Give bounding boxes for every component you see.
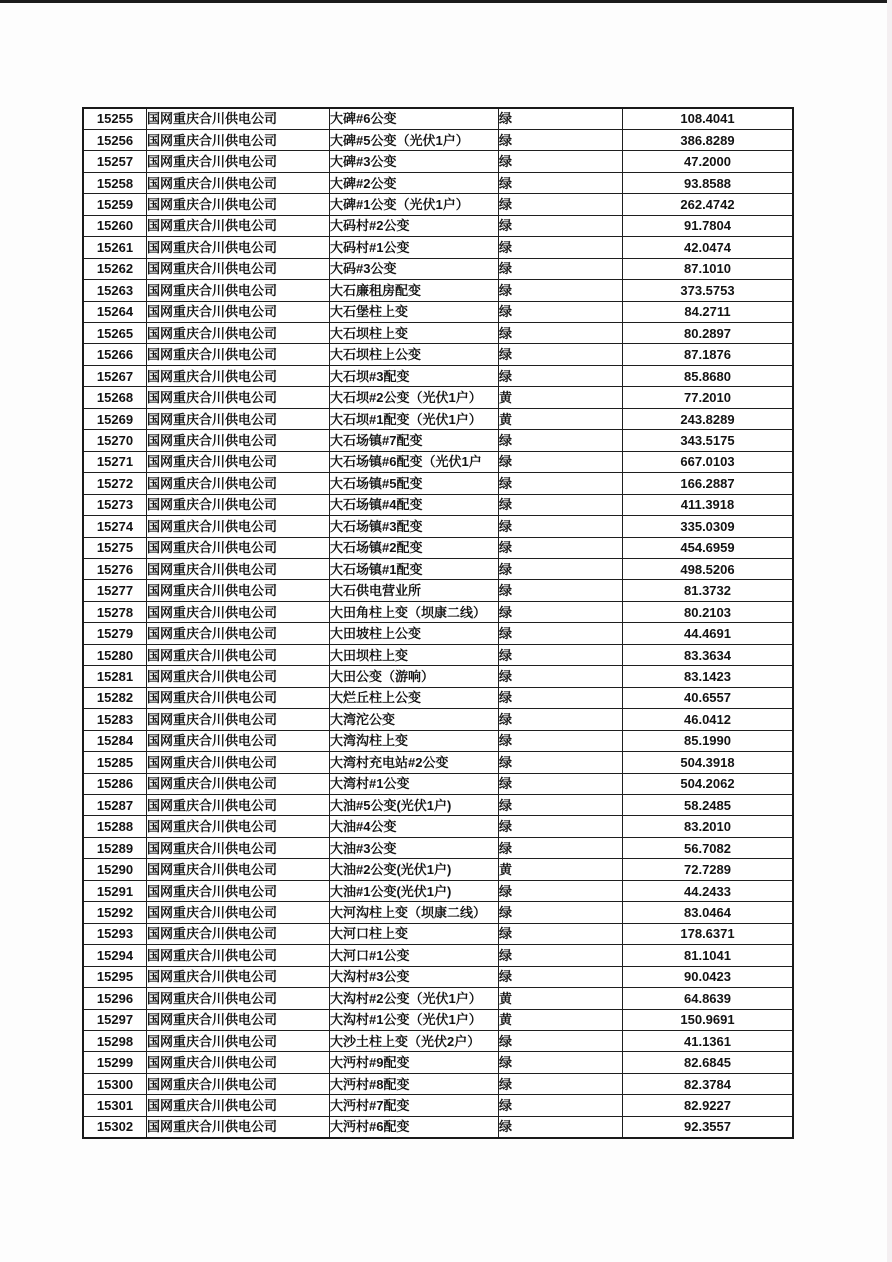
- value-cell: 56.7082: [623, 837, 794, 858]
- equipment-cell: 大油#2公变(光伏1户): [330, 859, 499, 880]
- table-row: [83, 108, 793, 129]
- row-id-cell: 15255: [83, 108, 147, 129]
- value-cell: 667.0103: [623, 451, 794, 472]
- equipment-cell: 大沙土柱上变（光伏2户）: [330, 1030, 499, 1051]
- value-cell: 91.7804: [623, 215, 794, 236]
- table-row: [83, 280, 793, 301]
- status-cell: 绿: [499, 301, 623, 322]
- status-cell: 绿: [499, 687, 623, 708]
- row-id-cell: 15283: [83, 709, 147, 730]
- company-cell: 国网重庆合川供电公司: [147, 580, 330, 601]
- row-id-cell: 15299: [83, 1052, 147, 1073]
- table-row: [83, 1009, 793, 1030]
- status-cell: 绿: [499, 516, 623, 537]
- status-cell: 绿: [499, 923, 623, 944]
- equipment-cell: 大石场镇#4配变: [330, 494, 499, 515]
- value-cell: 92.3557: [623, 1116, 794, 1137]
- value-cell: 82.6845: [623, 1052, 794, 1073]
- status-cell: 绿: [499, 666, 623, 687]
- value-cell: 81.3732: [623, 580, 794, 601]
- value-cell: 85.8680: [623, 365, 794, 386]
- value-cell: 72.7289: [623, 859, 794, 880]
- table-row: [83, 129, 793, 150]
- status-cell: 绿: [499, 344, 623, 365]
- equipment-cell: 大沔村#8配变: [330, 1073, 499, 1094]
- status-cell: 绿: [499, 215, 623, 236]
- company-cell: 国网重庆合川供电公司: [147, 601, 330, 622]
- company-cell: 国网重庆合川供电公司: [147, 516, 330, 537]
- status-cell: 绿: [499, 816, 623, 837]
- row-id-cell: 15295: [83, 966, 147, 987]
- table-row: [83, 1073, 793, 1094]
- company-cell: 国网重庆合川供电公司: [147, 709, 330, 730]
- status-cell: 绿: [499, 752, 623, 773]
- equipment-cell: 大湾沱公变: [330, 709, 499, 730]
- row-id-cell: 15281: [83, 666, 147, 687]
- value-cell: 386.8289: [623, 129, 794, 150]
- equipment-cell: 大河沟柱上变（坝康二线）: [330, 902, 499, 923]
- status-cell: 绿: [499, 172, 623, 193]
- status-cell: 绿: [499, 644, 623, 665]
- power-supply-table: [82, 107, 794, 1139]
- value-cell: 83.1423: [623, 666, 794, 687]
- table-row: [83, 172, 793, 193]
- status-cell: 绿: [499, 966, 623, 987]
- company-cell: 国网重庆合川供电公司: [147, 215, 330, 236]
- table-row: [83, 580, 793, 601]
- company-cell: 国网重庆合川供电公司: [147, 666, 330, 687]
- status-cell: 绿: [499, 773, 623, 794]
- table-row: [83, 473, 793, 494]
- row-id-cell: 15274: [83, 516, 147, 537]
- value-cell: 46.0412: [623, 709, 794, 730]
- row-id-cell: 15289: [83, 837, 147, 858]
- company-cell: 国网重庆合川供电公司: [147, 752, 330, 773]
- status-cell: 绿: [499, 1052, 623, 1073]
- status-cell: 黄: [499, 1009, 623, 1030]
- table-row: [83, 151, 793, 172]
- company-cell: 国网重庆合川供电公司: [147, 194, 330, 215]
- status-cell: 绿: [499, 623, 623, 644]
- row-id-cell: 15288: [83, 816, 147, 837]
- row-id-cell: 15294: [83, 945, 147, 966]
- row-id-cell: 15275: [83, 537, 147, 558]
- equipment-cell: 大码#3公变: [330, 258, 499, 279]
- row-id-cell: 15302: [83, 1116, 147, 1137]
- status-cell: 绿: [499, 323, 623, 344]
- status-cell: 黄: [499, 988, 623, 1009]
- table-row: [83, 1095, 793, 1116]
- company-cell: 国网重庆合川供电公司: [147, 880, 330, 901]
- table-row: [83, 837, 793, 858]
- value-cell: 83.0464: [623, 902, 794, 923]
- row-id-cell: 15280: [83, 644, 147, 665]
- equipment-cell: 大石坝柱上公变: [330, 344, 499, 365]
- status-cell: 绿: [499, 559, 623, 580]
- company-cell: 国网重庆合川供电公司: [147, 301, 330, 322]
- status-cell: 绿: [499, 880, 623, 901]
- table-row: [83, 323, 793, 344]
- table-row: [83, 988, 793, 1009]
- table-row: [83, 709, 793, 730]
- table-row: [83, 237, 793, 258]
- status-cell: 绿: [499, 151, 623, 172]
- status-cell: 绿: [499, 365, 623, 386]
- equipment-cell: 大石场镇#2配变: [330, 537, 499, 558]
- equipment-cell: 大石场镇#5配变: [330, 473, 499, 494]
- row-id-cell: 15291: [83, 880, 147, 901]
- equipment-cell: 大油#3公变: [330, 837, 499, 858]
- company-cell: 国网重庆合川供电公司: [147, 408, 330, 429]
- table-row: [83, 902, 793, 923]
- company-cell: 国网重庆合川供电公司: [147, 537, 330, 558]
- row-id-cell: 15266: [83, 344, 147, 365]
- company-cell: 国网重庆合川供电公司: [147, 1116, 330, 1137]
- table-row: [83, 408, 793, 429]
- value-cell: 343.5175: [623, 430, 794, 451]
- status-cell: 绿: [499, 795, 623, 816]
- company-cell: 国网重庆合川供电公司: [147, 323, 330, 344]
- row-id-cell: 15286: [83, 773, 147, 794]
- equipment-cell: 大油#4公变: [330, 816, 499, 837]
- equipment-cell: 大沔村#6配变: [330, 1116, 499, 1137]
- row-id-cell: 15293: [83, 923, 147, 944]
- table-row: [83, 666, 793, 687]
- equipment-cell: 大沔村#7配变: [330, 1095, 499, 1116]
- table-row: [83, 623, 793, 644]
- row-id-cell: 15259: [83, 194, 147, 215]
- row-id-cell: 15256: [83, 129, 147, 150]
- table-row: [83, 215, 793, 236]
- row-id-cell: 15287: [83, 795, 147, 816]
- row-id-cell: 15296: [83, 988, 147, 1009]
- company-cell: 国网重庆合川供电公司: [147, 837, 330, 858]
- table-row: [83, 365, 793, 386]
- row-id-cell: 15273: [83, 494, 147, 515]
- company-cell: 国网重庆合川供电公司: [147, 902, 330, 923]
- status-cell: 绿: [499, 945, 623, 966]
- equipment-cell: 大石坝柱上变: [330, 323, 499, 344]
- equipment-cell: 大碑#2公变: [330, 172, 499, 193]
- company-cell: 国网重庆合川供电公司: [147, 237, 330, 258]
- row-id-cell: 15279: [83, 623, 147, 644]
- equipment-cell: 大油#5公变(光伏1户): [330, 795, 499, 816]
- status-cell: 绿: [499, 129, 623, 150]
- value-cell: 40.6557: [623, 687, 794, 708]
- row-id-cell: 15301: [83, 1095, 147, 1116]
- value-cell: 411.3918: [623, 494, 794, 515]
- value-cell: 47.2000: [623, 151, 794, 172]
- company-cell: 国网重庆合川供电公司: [147, 730, 330, 751]
- equipment-cell: 大碑#1公变（光伏1户）: [330, 194, 499, 215]
- value-cell: 84.2711: [623, 301, 794, 322]
- table-row: [83, 644, 793, 665]
- company-cell: 国网重庆合川供电公司: [147, 1052, 330, 1073]
- status-cell: 黄: [499, 859, 623, 880]
- table-row: [83, 601, 793, 622]
- value-cell: 81.1041: [623, 945, 794, 966]
- company-cell: 国网重庆合川供电公司: [147, 945, 330, 966]
- company-cell: 国网重庆合川供电公司: [147, 129, 330, 150]
- table-row: [83, 494, 793, 515]
- company-cell: 国网重庆合川供电公司: [147, 451, 330, 472]
- table-row: [83, 1030, 793, 1051]
- table-row: [83, 687, 793, 708]
- value-cell: 504.2062: [623, 773, 794, 794]
- equipment-cell: 大湾村#1公变: [330, 773, 499, 794]
- value-cell: 93.8588: [623, 172, 794, 193]
- company-cell: 国网重庆合川供电公司: [147, 494, 330, 515]
- equipment-cell: 大沔村#9配变: [330, 1052, 499, 1073]
- equipment-cell: 大河口柱上变: [330, 923, 499, 944]
- table-row: [83, 945, 793, 966]
- row-id-cell: 15297: [83, 1009, 147, 1030]
- company-cell: 国网重庆合川供电公司: [147, 387, 330, 408]
- table-row: [83, 859, 793, 880]
- value-cell: 454.6959: [623, 537, 794, 558]
- status-cell: 绿: [499, 902, 623, 923]
- value-cell: 108.4041: [623, 108, 794, 129]
- status-cell: 绿: [499, 1116, 623, 1137]
- equipment-cell: 大石场镇#7配变: [330, 430, 499, 451]
- value-cell: 64.8639: [623, 988, 794, 1009]
- status-cell: 绿: [499, 730, 623, 751]
- equipment-cell: 大碑#5公变（光伏1户）: [330, 129, 499, 150]
- table-row: [83, 730, 793, 751]
- row-id-cell: 15290: [83, 859, 147, 880]
- table-row: [83, 923, 793, 944]
- company-cell: 国网重庆合川供电公司: [147, 988, 330, 1009]
- status-cell: 绿: [499, 709, 623, 730]
- row-id-cell: 15276: [83, 559, 147, 580]
- equipment-cell: 大石堡柱上变: [330, 301, 499, 322]
- value-cell: 77.2010: [623, 387, 794, 408]
- company-cell: 国网重庆合川供电公司: [147, 365, 330, 386]
- table-row: [83, 258, 793, 279]
- equipment-cell: 大沟村#3公变: [330, 966, 499, 987]
- equipment-cell: 大石廉租房配变: [330, 280, 499, 301]
- status-cell: 绿: [499, 473, 623, 494]
- equipment-cell: 大湾沟柱上变: [330, 730, 499, 751]
- value-cell: 80.2103: [623, 601, 794, 622]
- table-row: [83, 537, 793, 558]
- company-cell: 国网重庆合川供电公司: [147, 644, 330, 665]
- table-row: [83, 387, 793, 408]
- value-cell: 87.1876: [623, 344, 794, 365]
- status-cell: 绿: [499, 537, 623, 558]
- row-id-cell: 15278: [83, 601, 147, 622]
- equipment-cell: 大油#1公变(光伏1户): [330, 880, 499, 901]
- table-row: [83, 966, 793, 987]
- status-cell: 绿: [499, 194, 623, 215]
- value-cell: 82.9227: [623, 1095, 794, 1116]
- company-cell: 国网重庆合川供电公司: [147, 280, 330, 301]
- status-cell: 绿: [499, 1030, 623, 1051]
- row-id-cell: 15282: [83, 687, 147, 708]
- value-cell: 178.6371: [623, 923, 794, 944]
- equipment-cell: 大石场镇#3配变: [330, 516, 499, 537]
- company-cell: 国网重庆合川供电公司: [147, 172, 330, 193]
- table-row: [83, 773, 793, 794]
- value-cell: 87.1010: [623, 258, 794, 279]
- status-cell: 绿: [499, 601, 623, 622]
- equipment-cell: 大石坝#2公变（光伏1户）: [330, 387, 499, 408]
- value-cell: 504.3918: [623, 752, 794, 773]
- company-cell: 国网重庆合川供电公司: [147, 344, 330, 365]
- status-cell: 绿: [499, 451, 623, 472]
- company-cell: 国网重庆合川供电公司: [147, 795, 330, 816]
- row-id-cell: 15268: [83, 387, 147, 408]
- row-id-cell: 15284: [83, 730, 147, 751]
- equipment-cell: 大碑#3公变: [330, 151, 499, 172]
- row-id-cell: 15267: [83, 365, 147, 386]
- value-cell: 166.2887: [623, 473, 794, 494]
- equipment-cell: 大码村#1公变: [330, 237, 499, 258]
- page-top-edge: [0, 0, 892, 3]
- status-cell: 绿: [499, 430, 623, 451]
- row-id-cell: 15277: [83, 580, 147, 601]
- row-id-cell: 15264: [83, 301, 147, 322]
- value-cell: 373.5753: [623, 280, 794, 301]
- value-cell: 335.0309: [623, 516, 794, 537]
- value-cell: 80.2897: [623, 323, 794, 344]
- equipment-cell: 大石供电营业所: [330, 580, 499, 601]
- value-cell: 82.3784: [623, 1073, 794, 1094]
- company-cell: 国网重庆合川供电公司: [147, 923, 330, 944]
- company-cell: 国网重庆合川供电公司: [147, 816, 330, 837]
- equipment-cell: 大沟村#1公变（光伏1户）: [330, 1009, 499, 1030]
- equipment-cell: 大石坝#1配变（光伏1户）: [330, 408, 499, 429]
- table-row: [83, 559, 793, 580]
- status-cell: 绿: [499, 1073, 623, 1094]
- row-id-cell: 15257: [83, 151, 147, 172]
- value-cell: 90.0423: [623, 966, 794, 987]
- table-row: [83, 516, 793, 537]
- table-row: [83, 1116, 793, 1137]
- equipment-cell: 大石坝#3配变: [330, 365, 499, 386]
- table-body: [83, 108, 793, 1138]
- row-id-cell: 15285: [83, 752, 147, 773]
- equipment-cell: 大石场镇#1配变: [330, 559, 499, 580]
- table-row: [83, 344, 793, 365]
- row-id-cell: 15265: [83, 323, 147, 344]
- company-cell: 国网重庆合川供电公司: [147, 559, 330, 580]
- status-cell: 绿: [499, 258, 623, 279]
- company-cell: 国网重庆合川供电公司: [147, 1073, 330, 1094]
- row-id-cell: 15270: [83, 430, 147, 451]
- status-cell: 绿: [499, 580, 623, 601]
- company-cell: 国网重庆合川供电公司: [147, 966, 330, 987]
- row-id-cell: 15271: [83, 451, 147, 472]
- company-cell: 国网重庆合川供电公司: [147, 258, 330, 279]
- company-cell: 国网重庆合川供电公司: [147, 859, 330, 880]
- status-cell: 绿: [499, 837, 623, 858]
- status-cell: 绿: [499, 494, 623, 515]
- row-id-cell: 15300: [83, 1073, 147, 1094]
- equipment-cell: 大河口#1公变: [330, 945, 499, 966]
- value-cell: 83.2010: [623, 816, 794, 837]
- company-cell: 国网重庆合川供电公司: [147, 108, 330, 129]
- equipment-cell: 大码村#2公变: [330, 215, 499, 236]
- equipment-cell: 大田坝柱上变: [330, 644, 499, 665]
- company-cell: 国网重庆合川供电公司: [147, 430, 330, 451]
- row-id-cell: 15258: [83, 172, 147, 193]
- row-id-cell: 15272: [83, 473, 147, 494]
- row-id-cell: 15298: [83, 1030, 147, 1051]
- company-cell: 国网重庆合川供电公司: [147, 1009, 330, 1030]
- value-cell: 83.3634: [623, 644, 794, 665]
- row-id-cell: 15262: [83, 258, 147, 279]
- company-cell: 国网重庆合川供电公司: [147, 473, 330, 494]
- status-cell: 绿: [499, 237, 623, 258]
- table-row: [83, 816, 793, 837]
- value-cell: 41.1361: [623, 1030, 794, 1051]
- table-row: [83, 752, 793, 773]
- equipment-cell: 大田角柱上变（坝康二线）: [330, 601, 499, 622]
- table-row: [83, 451, 793, 472]
- value-cell: 498.5206: [623, 559, 794, 580]
- status-cell: 黄: [499, 387, 623, 408]
- status-cell: 绿: [499, 1095, 623, 1116]
- company-cell: 国网重庆合川供电公司: [147, 1095, 330, 1116]
- table-row: [83, 194, 793, 215]
- company-cell: 国网重庆合川供电公司: [147, 623, 330, 644]
- equipment-cell: 大沟村#2公变（光伏1户）: [330, 988, 499, 1009]
- table-row: [83, 1052, 793, 1073]
- row-id-cell: 15292: [83, 902, 147, 923]
- value-cell: 44.4691: [623, 623, 794, 644]
- value-cell: 243.8289: [623, 408, 794, 429]
- row-id-cell: 15261: [83, 237, 147, 258]
- row-id-cell: 15263: [83, 280, 147, 301]
- value-cell: 150.9691: [623, 1009, 794, 1030]
- page-right-edge: [887, 0, 892, 1262]
- value-cell: 262.4742: [623, 194, 794, 215]
- company-cell: 国网重庆合川供电公司: [147, 1030, 330, 1051]
- company-cell: 国网重庆合川供电公司: [147, 773, 330, 794]
- company-cell: 国网重庆合川供电公司: [147, 151, 330, 172]
- status-cell: 黄: [499, 408, 623, 429]
- status-cell: 绿: [499, 108, 623, 129]
- value-cell: 85.1990: [623, 730, 794, 751]
- value-cell: 58.2485: [623, 795, 794, 816]
- equipment-cell: 大石场镇#6配变（光伏1户: [330, 451, 499, 472]
- table-row: [83, 430, 793, 451]
- value-cell: 42.0474: [623, 237, 794, 258]
- equipment-cell: 大田坡柱上公变: [330, 623, 499, 644]
- value-cell: 44.2433: [623, 880, 794, 901]
- equipment-cell: 大碑#6公变: [330, 108, 499, 129]
- row-id-cell: 15260: [83, 215, 147, 236]
- row-id-cell: 15269: [83, 408, 147, 429]
- table-row: [83, 301, 793, 322]
- equipment-cell: 大湾村充电站#2公变: [330, 752, 499, 773]
- table-row: [83, 795, 793, 816]
- status-cell: 绿: [499, 280, 623, 301]
- equipment-cell: 大田公变（游响）: [330, 666, 499, 687]
- table-row: [83, 880, 793, 901]
- equipment-cell: 大烂丘柱上公变: [330, 687, 499, 708]
- company-cell: 国网重庆合川供电公司: [147, 687, 330, 708]
